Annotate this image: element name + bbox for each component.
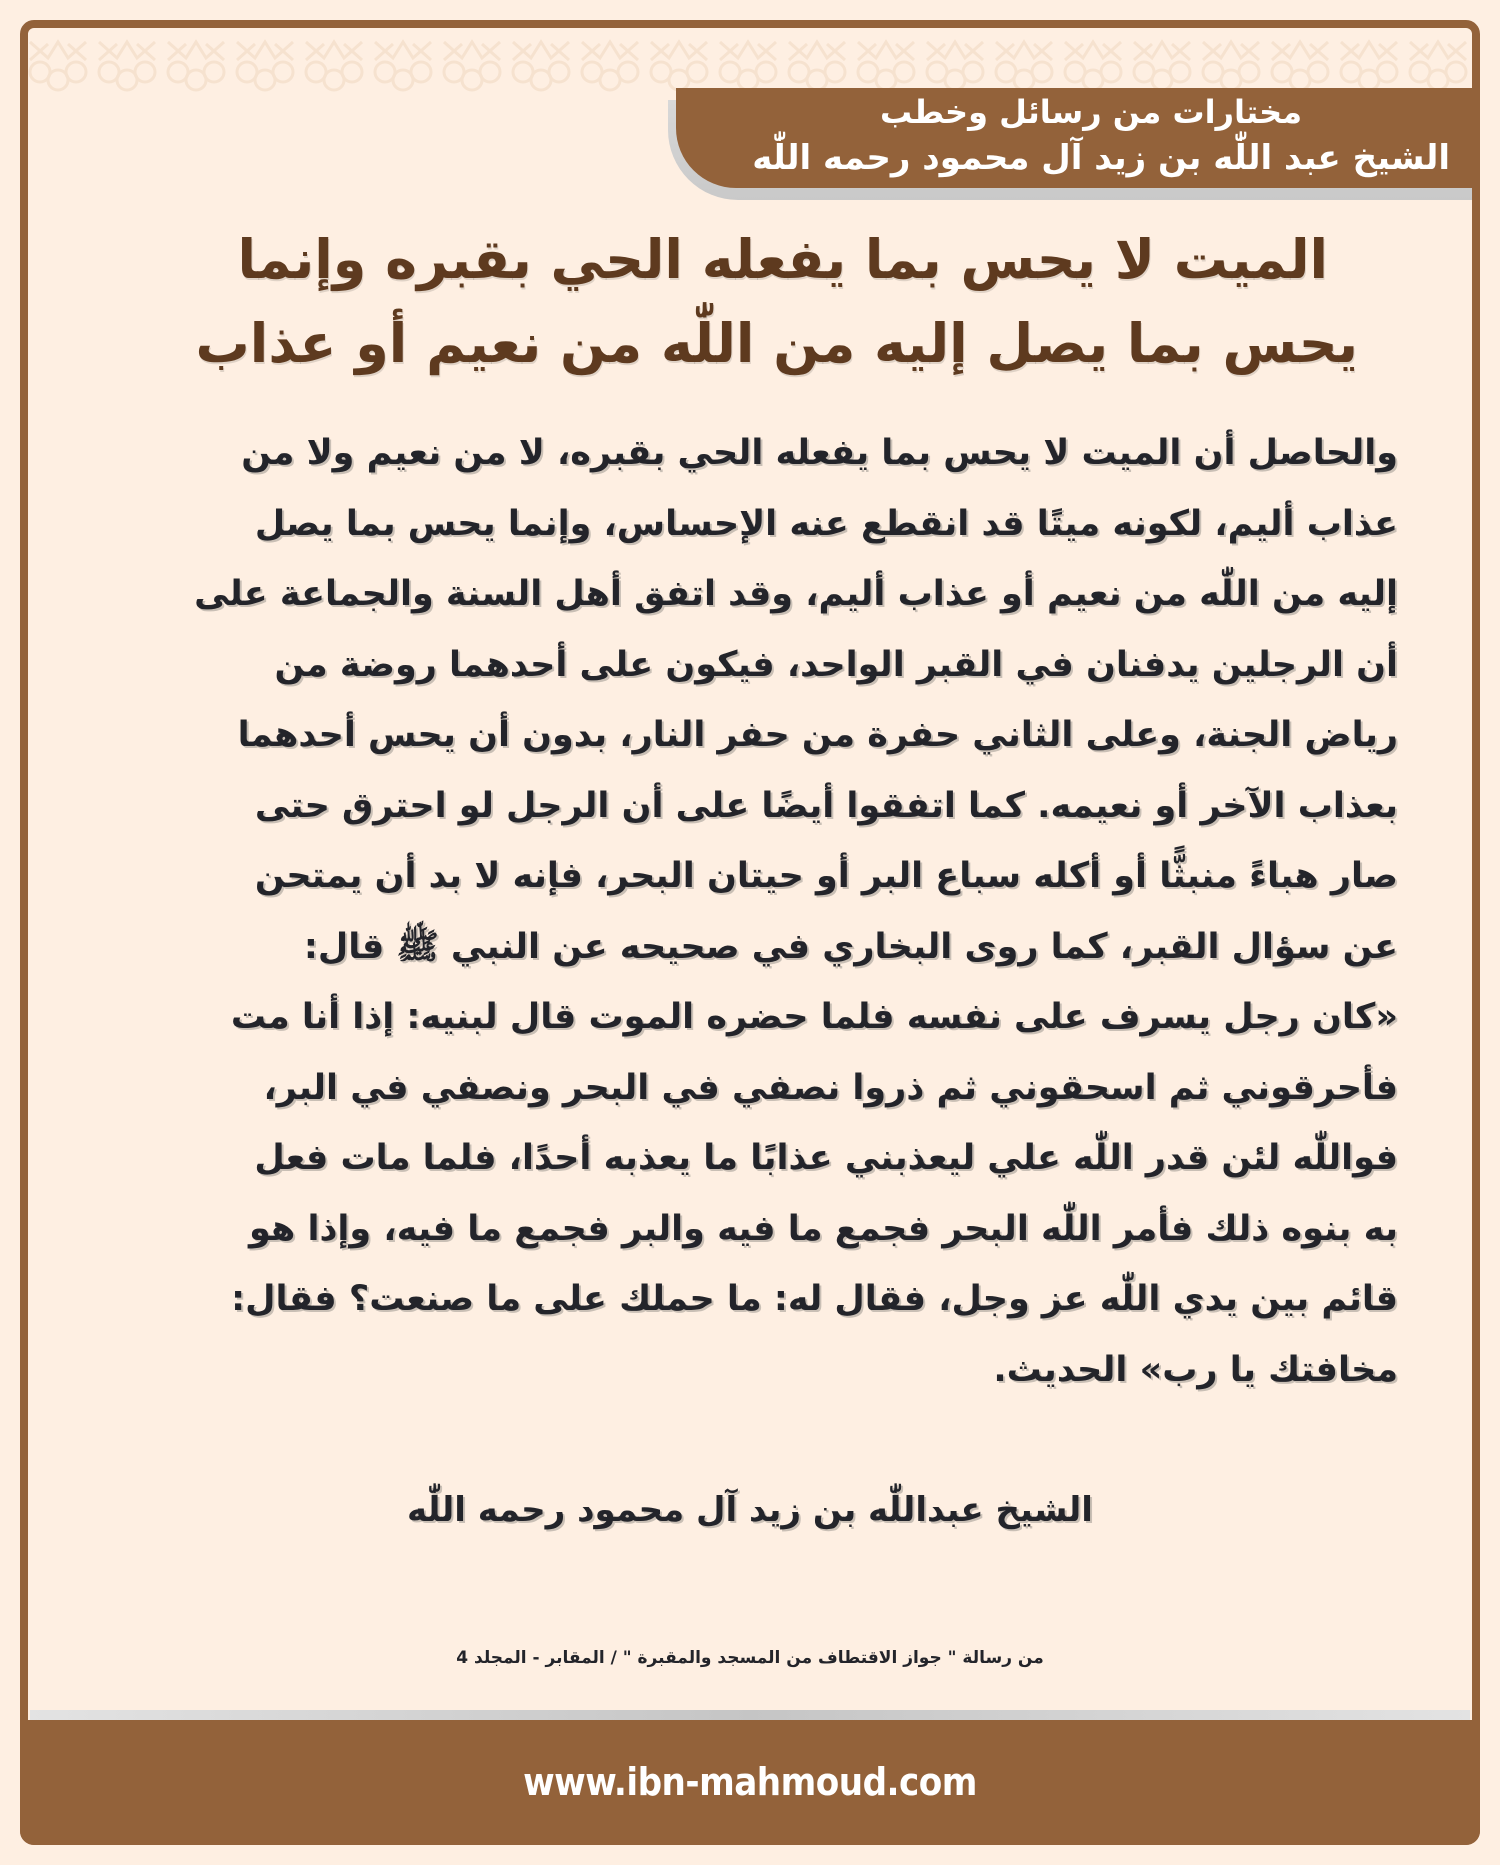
body-line: أن الرجلين يدفنان في القبر الواحد، فيكون على أحدهما روضة من [274,644,1398,685]
series-header-banner [676,88,1472,188]
body-line: عذاب أليم، لكونه ميتًا قد انقطع عنه الإحساس، وإنما يحس بما يصل [254,503,1398,544]
pattern-motif [1065,42,1121,90]
pattern-motif [1134,42,1190,90]
body-line: والحاصل أن الميت لا يحس بما يفعله الحي بقبره، لا من نعيم ولا من [241,433,1398,473]
pattern-motif [237,42,293,90]
pattern-motif [1203,42,1259,90]
body-line: عن سؤال القبر، كما روى البخاري في صحيحه عن النبي ﷺ قال: [303,926,1398,967]
body-line: صار هباءً منبثًّا أو أكله سباع البر أو حيتان البحر، فإنه لا بد أن يمتحن [254,856,1398,896]
series-title: مختارات من رسائل وخطب [879,93,1302,131]
pattern-motif [168,42,224,90]
source-citation: من رسالة " جواز الاقتطاف من المسجد والمقبرة " / المقابر - المجلد 4 [456,1648,1044,1668]
pattern-motif [30,42,86,90]
body-line: فواللّٰه لئن قدر اللّٰه علي ليعذبني عذابًا ما يعذبه أحدًا، فلما مات فعل [254,1138,1398,1178]
pattern-motif [720,42,776,90]
pattern-motif [1272,42,1328,90]
pattern-motif [306,42,362,90]
author-name-header: الشيخ عبد اللّٰه بن زيد آل محمود رحمه اللّٰه [752,138,1450,178]
body-line: به بنوه ذلك فأمر اللّٰه البحر فجمع ما فيه والبر فجمع ما فيه، وإذا هو [249,1208,1398,1249]
pattern-motif [1341,42,1397,90]
pattern-motif [858,42,914,90]
body-line: رياض الجنة، وعلى الثاني حفرة من حفر النار، بدون أن يحس أحدهما [237,715,1398,755]
pattern-motif [1410,42,1466,90]
website-link[interactable]: www.ibn-mahmoud.com [523,1760,977,1804]
pattern-motif [582,42,638,90]
pattern-motif [99,42,155,90]
body-line: بعذاب الآخر أو نعيمه. كما اتفقوا أيضًا على أن الرجل لو احترق حتى [254,785,1398,826]
body-line: إليه من اللّٰه من نعيم أو عذاب أليم، وقد اتفق أهل السنة والجماعة على [194,574,1398,614]
article-title-line-2: يحس بما يصل إليه من اللّٰه من نعيم أو عذاب [195,312,1358,375]
pattern-motif [513,42,569,90]
body-line: فأحرقوني ثم اسحقوني ثم ذروا نصفي في البحر ونصفي في البر، [263,1067,1398,1108]
article-title-line-1: الميت لا يحس بما يفعله الحي بقبره وإنما [237,228,1328,291]
pattern-motif [375,42,431,90]
author-signature: الشيخ عبداللّٰه بن زيد آل محمود رحمه اللّٰه [407,1490,1093,1530]
pattern-motif [927,42,983,90]
pattern-motif [996,42,1052,90]
footer-divider [30,1710,1470,1720]
footer-bar [20,1720,1480,1845]
pattern-motif [789,42,845,90]
body-line: «كان رجل يسرف على نفسه فلما حضره الموت قال لبنيه: إذا أنا مت [230,997,1398,1037]
body-line: مخافتك يا رب» الحديث. [993,1349,1398,1390]
pattern-motif [651,42,707,90]
geometric-pattern-icon [28,36,1472,92]
body-line: قائم بين يدي اللّٰه عز وجل، فقال له: ما حملك على ما صنعت؟ فقال: [231,1279,1398,1319]
decorative-pattern-band [28,36,1472,92]
pattern-motif [444,42,500,90]
article-body [108,418,1398,1405]
